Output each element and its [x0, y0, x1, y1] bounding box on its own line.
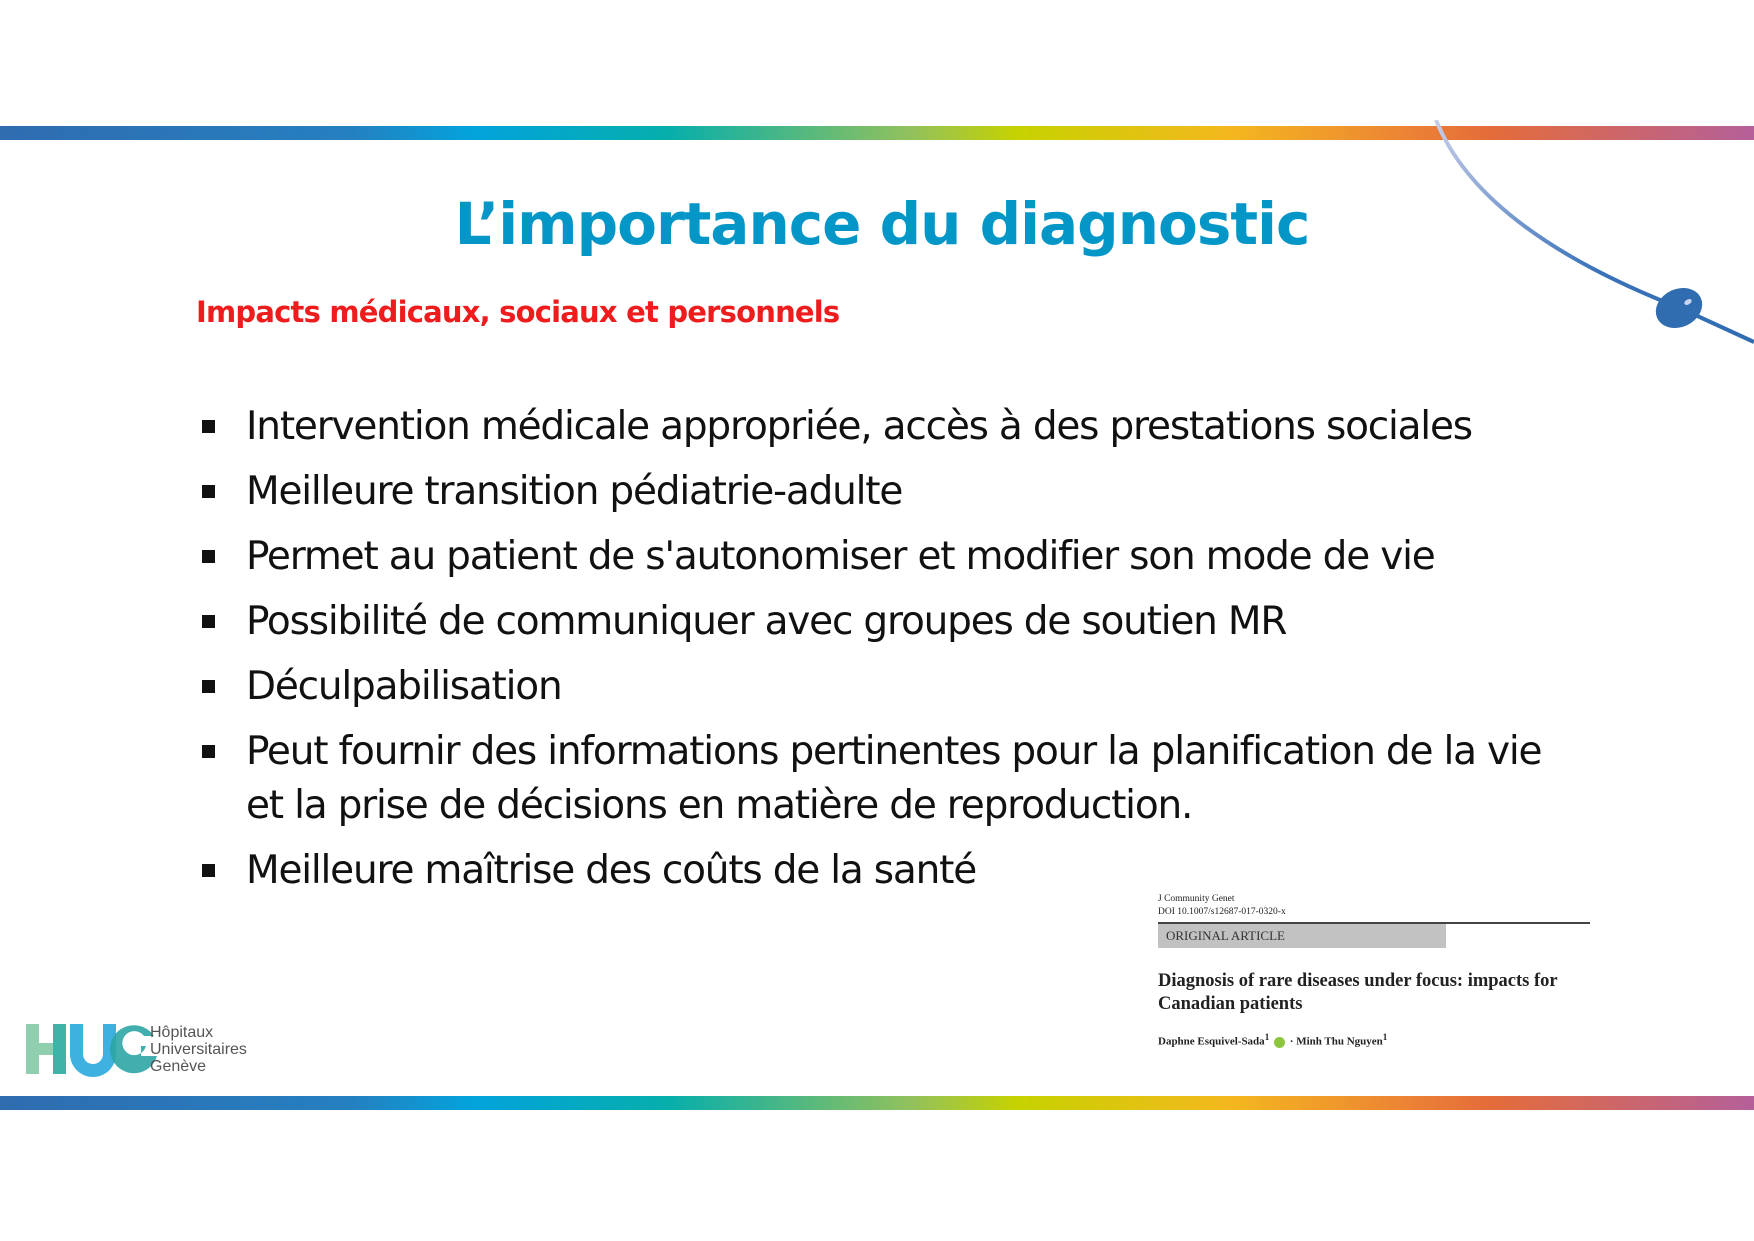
bullet-item: [196, 844, 1576, 898]
author-name: Minh Thu Nguyen: [1296, 1035, 1383, 1048]
bullet-text: Peut fournir des informations pertinentes pour la planification de la vie et la prise de décisions en matière de reproduction.: [246, 729, 1542, 828]
author-affiliation: 1: [1382, 1032, 1388, 1042]
logo-line: Universitaires: [150, 1041, 247, 1058]
bullet-text: Meilleure maîtrise des coûts de la santé: [246, 848, 977, 893]
slide-subtitle: Impacts médicaux, sociaux et personnels: [196, 295, 840, 329]
slide-title: L’importance du diagnostic: [454, 190, 1310, 258]
article-excerpt: [1158, 893, 1593, 1048]
bullet-item: [196, 465, 1576, 519]
bullet-item: [196, 660, 1576, 714]
bullet-text: Déculpabilisation: [246, 664, 562, 709]
author-name: Daphne Esquivel-Sada: [1158, 1035, 1265, 1048]
bullet-item: [196, 400, 1576, 454]
bullet-item: [196, 725, 1576, 833]
bullet-text: Meilleure transition pédiatrie-adulte: [246, 469, 903, 514]
square-bullet-icon: [202, 864, 215, 877]
logo-line: Hôpitaux: [150, 1024, 214, 1041]
hug-logo-text: [150, 1024, 247, 1075]
author-separator: ·: [1289, 1035, 1294, 1048]
square-bullet-icon: [202, 680, 215, 693]
square-bullet-icon: [202, 485, 215, 498]
article-authors: [1158, 1032, 1593, 1048]
bullet-text: Permet au patient de s'autonomiser et modifier son mode de vie: [246, 534, 1435, 579]
square-bullet-icon: [202, 745, 215, 758]
author-affiliation: 1: [1264, 1032, 1270, 1042]
bottom-gradient-band: [0, 1096, 1754, 1110]
bullet-list: [196, 400, 1576, 909]
bullet-text: Intervention médicale appropriée, accès à des prestations sociales: [246, 404, 1472, 449]
square-bullet-icon: [202, 615, 215, 628]
bullet-item: [196, 595, 1576, 649]
bullet-item: [196, 530, 1576, 584]
article-type-tag: ORIGINAL ARTICLE: [1158, 924, 1446, 948]
orcid-icon: [1274, 1037, 1285, 1048]
bullet-text: Possibilité de communiquer avec groupes de soutien MR: [246, 599, 1287, 644]
journal-name: J Community Genet: [1158, 894, 1235, 904]
logo-line: Genève: [150, 1058, 207, 1075]
article-doi: DOI 10.1007/s12687-017-0320-x: [1158, 907, 1286, 917]
square-bullet-icon: [202, 420, 215, 433]
square-bullet-icon: [202, 550, 215, 563]
article-title: Diagnosis of rare diseases under focus: impacts for Canadian patients: [1158, 971, 1558, 1014]
